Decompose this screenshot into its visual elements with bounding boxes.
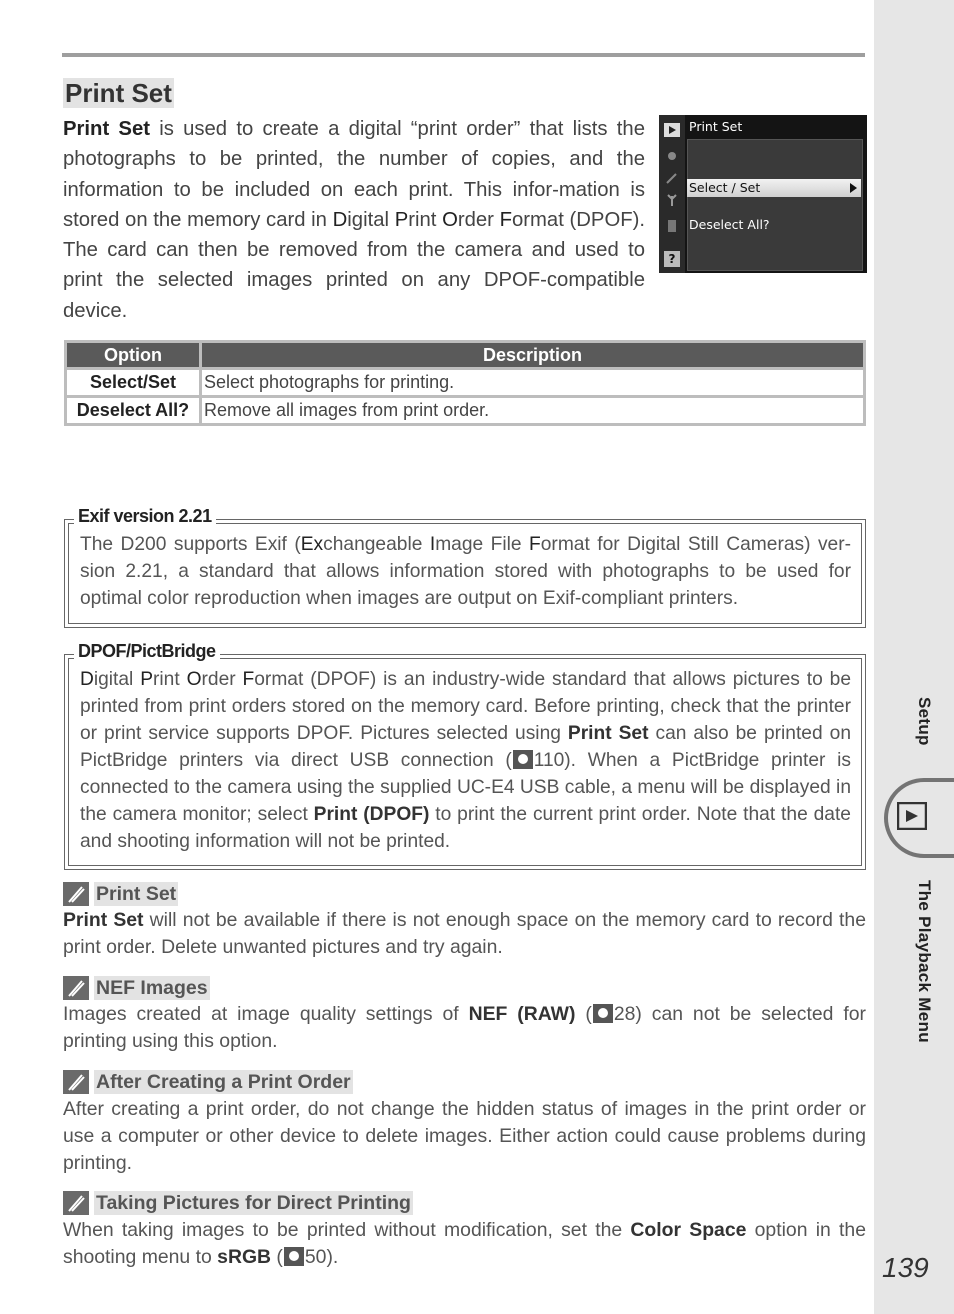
camera-menu-title: Print Set bbox=[689, 119, 743, 134]
table-cell-option: Select/Set bbox=[67, 370, 199, 395]
note-body: Images created at image quality settings of bbox=[63, 1003, 469, 1025]
note-bold: Color Space bbox=[630, 1219, 747, 1241]
box-cap: D bbox=[80, 669, 94, 690]
note-body: will not be available if there is not enough space on the memory card to record the print order. Delete unwanted pictures and try again. bbox=[63, 909, 866, 958]
camera-menu-tab-strip bbox=[659, 115, 685, 273]
note-body: option in the shooting menu to bbox=[63, 1219, 866, 1268]
table-header-description: Description bbox=[202, 343, 863, 367]
playback-icon bbox=[897, 802, 927, 830]
intro-cap: P bbox=[394, 208, 409, 231]
exif-info-box bbox=[64, 506, 866, 628]
camera-menu-panel bbox=[687, 139, 863, 271]
top-rule bbox=[62, 53, 865, 57]
intro-bold: Print Set bbox=[63, 118, 150, 140]
pencil-note-icon bbox=[63, 1191, 89, 1215]
box-text: mage File bbox=[435, 534, 530, 555]
box-cap: I bbox=[429, 534, 436, 555]
note-title: NEF Images bbox=[96, 977, 208, 999]
page-title: Print Set bbox=[65, 78, 172, 108]
camera-menu-screenshot bbox=[659, 115, 867, 273]
help-icon: ? bbox=[664, 251, 680, 267]
box-text: igital bbox=[93, 669, 141, 690]
box-cap: P bbox=[140, 669, 154, 690]
note-title: After Creating a Print Order bbox=[96, 1071, 351, 1093]
note-bold: Print Set bbox=[63, 909, 144, 931]
page-reference-icon bbox=[513, 750, 533, 769]
page-reference-icon bbox=[284, 1247, 304, 1266]
box-text: rint bbox=[153, 669, 187, 690]
exif-box-text bbox=[80, 531, 851, 612]
dpof-box-title: DPOF/PictBridge bbox=[74, 641, 220, 662]
box-text: ormat for Digital Still Cameras) ver-sion 2.21, a standard that allows information stored with photographs to be used for optimal color reproduction when images are output on Exif-compliant printers. bbox=[80, 534, 852, 609]
note-body: After creating a print order, do not change the hidden status of images in the print order or use a computer or other device to delete images. Either action could cause problems during printing. bbox=[63, 1098, 866, 1174]
box-text: to print the current print order. Note that the date and shooting information will not be printed. bbox=[80, 804, 851, 852]
camera-tab-icon bbox=[664, 149, 680, 163]
camera-menu-item-select-set bbox=[687, 179, 861, 197]
intro-cap: F bbox=[499, 208, 512, 231]
note-text bbox=[63, 907, 866, 961]
note-title: Taking Pictures for Direct Printing bbox=[96, 1192, 411, 1214]
note-body: ( bbox=[271, 1246, 283, 1268]
pencil-note-icon bbox=[63, 1070, 89, 1094]
note-text bbox=[63, 1096, 866, 1177]
table-row bbox=[67, 398, 863, 423]
options-table bbox=[64, 340, 866, 426]
table-cell-option: Deselect All? bbox=[67, 398, 199, 423]
intro-cap: O bbox=[442, 208, 458, 231]
note-body: ) can not be selected for printing using this option. bbox=[63, 1003, 866, 1052]
box-cap: O bbox=[186, 669, 202, 690]
box-text: can also be printed on PictBridge printers via direct USB connection ( bbox=[80, 723, 851, 771]
box-bold: Print (DPOF) bbox=[313, 804, 430, 825]
box-text: ormat (DPOF) is an industry-wide standard that allows pictures to be printed from print orders stored on the memory card. Before printing, check that the printer or print service supports DPOF. Pictures selected using bbox=[80, 669, 851, 744]
intro-paragraph bbox=[63, 114, 645, 326]
box-cap: Ex bbox=[300, 534, 324, 555]
box-text: rder bbox=[201, 669, 243, 690]
note-body: ( bbox=[575, 1003, 592, 1025]
box-cap: F bbox=[242, 669, 255, 690]
box-text: ). When a PictBridge printer is connected to the camera using the supplied UC-E4 USB cable, a menu will be displayed in the camera monitor; select bbox=[80, 750, 851, 825]
page-reference: 28 bbox=[613, 1003, 636, 1025]
sidebar bbox=[874, 0, 954, 1314]
table-row bbox=[67, 370, 863, 395]
note-body: When taking images to be printed without modification, set the bbox=[63, 1219, 631, 1241]
sidebar-playback-menu-label: The Playback Menu bbox=[915, 880, 934, 1043]
pencil-note-icon bbox=[63, 882, 89, 906]
pencil-tab-icon bbox=[664, 171, 680, 185]
intro-text: is used to create a digital “print order” that lists the photographs to be printed, the number of copies, and the information to be included on each print. This infor-mation is stored on the memory card in bbox=[63, 118, 645, 231]
page-number: 139 bbox=[882, 1252, 929, 1283]
page-reference-icon bbox=[593, 1004, 613, 1023]
page-reference: 50 bbox=[304, 1246, 327, 1268]
note-title: Print Set bbox=[96, 883, 177, 905]
intro-text: rder bbox=[457, 208, 500, 231]
box-text: changeable bbox=[323, 534, 430, 555]
table-cell-description: Remove all images from print order. bbox=[202, 398, 863, 423]
table-header-option: Option bbox=[67, 343, 199, 367]
intro-cap: D bbox=[332, 208, 348, 231]
dpof-box-text bbox=[80, 666, 851, 855]
box-bold: Print Set bbox=[567, 723, 649, 744]
intro-text: igital bbox=[347, 208, 395, 231]
table-cell-description: Select photographs for printing. bbox=[202, 370, 863, 395]
note-body: ). bbox=[326, 1246, 339, 1268]
pencil-note-icon bbox=[63, 976, 89, 1000]
intro-text: ormat (DPOF). The card can then be removed from the camera and used to print the selected images printed on any DPOF-compatible device. bbox=[63, 208, 645, 322]
sidebar-setup-label: Setup bbox=[915, 697, 934, 746]
note-text bbox=[63, 1001, 866, 1055]
table-header-row bbox=[67, 343, 863, 367]
note-bold: NEF (RAW) bbox=[468, 1003, 576, 1025]
exif-box-title: Exif version 2.21 bbox=[74, 506, 216, 527]
recent-tab-icon bbox=[664, 219, 680, 233]
dpof-info-box bbox=[64, 641, 866, 870]
arrow-right-icon bbox=[850, 183, 857, 193]
box-text: The D200 supports Exif ( bbox=[80, 534, 301, 555]
note-bold: sRGB bbox=[217, 1246, 272, 1268]
wrench-tab-icon bbox=[664, 193, 680, 207]
note-text bbox=[63, 1217, 866, 1271]
intro-text: rint bbox=[408, 208, 443, 231]
page-reference: 110 bbox=[533, 750, 565, 771]
box-cap: F bbox=[529, 534, 541, 555]
camera-menu-item-deselect-all: Deselect All? bbox=[689, 217, 770, 232]
playback-tab-icon bbox=[664, 123, 680, 137]
camera-menu-item-label: Select / Set bbox=[689, 180, 761, 195]
